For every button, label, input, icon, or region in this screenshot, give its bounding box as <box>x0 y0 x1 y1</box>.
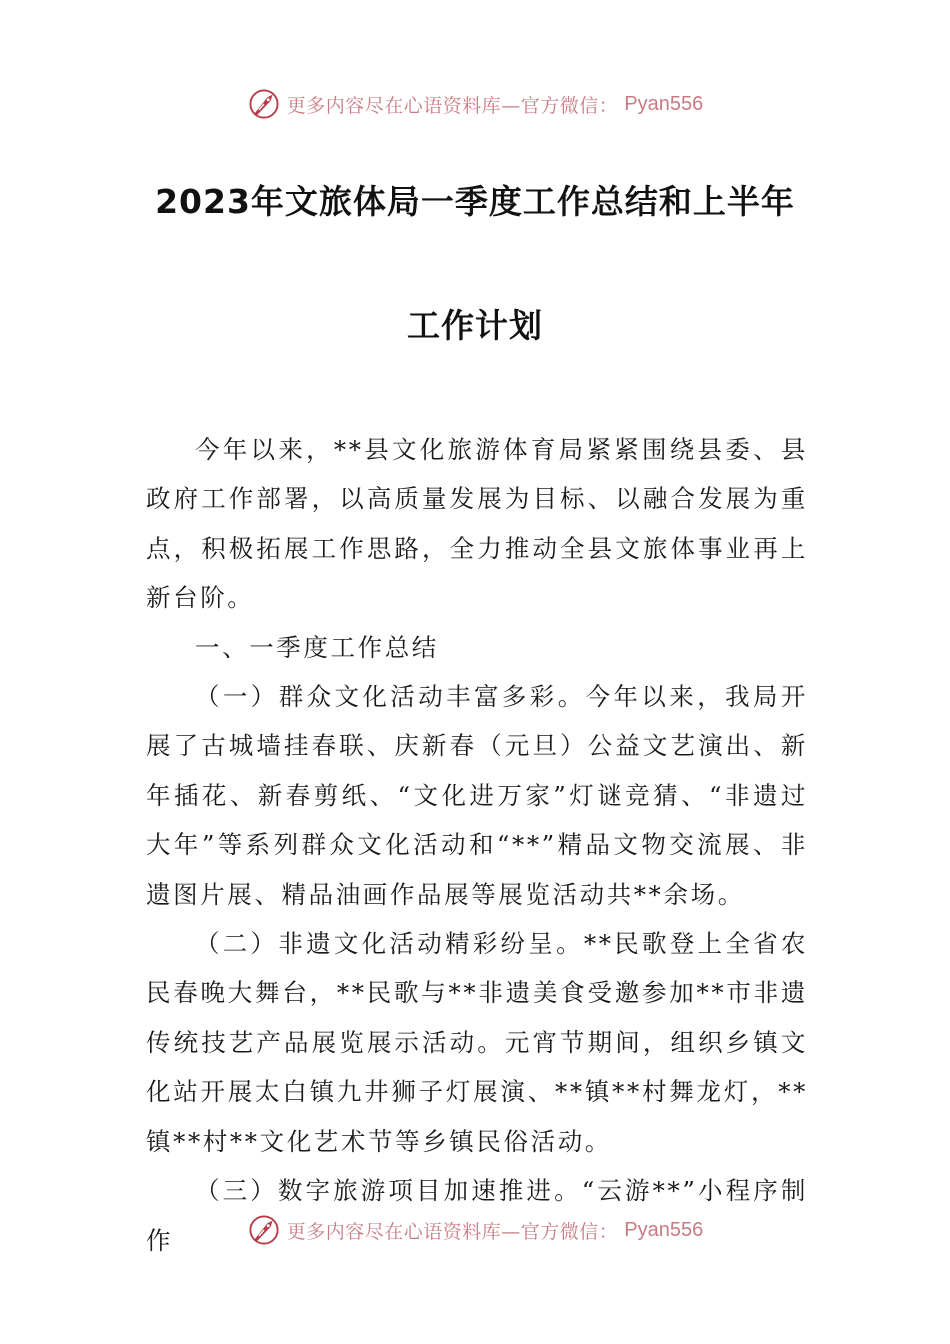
document-title-line-1: 2023年文旅体局一季度工作总结和上半年 <box>155 182 795 221</box>
section-heading: 一、一季度工作总结 <box>195 632 439 662</box>
pen-nib-logo-icon <box>247 87 281 121</box>
document-title-line-2: 工作计划 <box>407 306 543 345</box>
paragraph-item-3: （三）数字旅游项目加速推进。“云游**”小程序制作 <box>146 1176 808 1255</box>
watermark-text: 更多内容尽在心语资料库—官方微信： <box>286 1220 619 1243</box>
document-body <box>146 425 808 1265</box>
watermark-wechat-id: Pyan556 <box>624 1218 704 1241</box>
watermark-wechat-id: Pyan556 <box>624 92 704 115</box>
footer-watermark <box>0 1210 950 1250</box>
paragraph-intro: 今年以来，**县文化旅游体育局紧紧围绕县委、县政府工作部署，以高质量发展为目标、以融合发展为重点，积极拓展工作思路，全力推动全县文旅体事业再上新台阶。 <box>146 435 808 613</box>
header-watermark <box>0 84 950 124</box>
paragraph-item-1: （一）群众文化活动丰富多彩。今年以来，我局开展了古城墙挂春联、庆新春（元旦）公益文艺演出、新年插花、新春剪纸、“文化进万家”灯谜竞猜、“非遗过大年”等系列群众文化活动和“**”精品文物交流展、非遗图片展、精品油画作品展等展览活动共**余场。 <box>146 682 808 909</box>
pen-nib-logo-icon <box>247 1213 281 1247</box>
watermark-text: 更多内容尽在心语资料库—官方微信： <box>286 94 619 117</box>
paragraph-item-2: （二）非遗文化活动精彩纷呈。**民歌登上全省农民春晚大舞台，**民歌与**非遗美食受邀参加**市非遗传统技艺产品展览展示活动。元宵节期间，组织乡镇文化站开展太白镇九井狮子灯展演、**镇**村舞龙灯，**镇**村**文化艺术节等乡镇民俗活动。 <box>146 929 808 1156</box>
